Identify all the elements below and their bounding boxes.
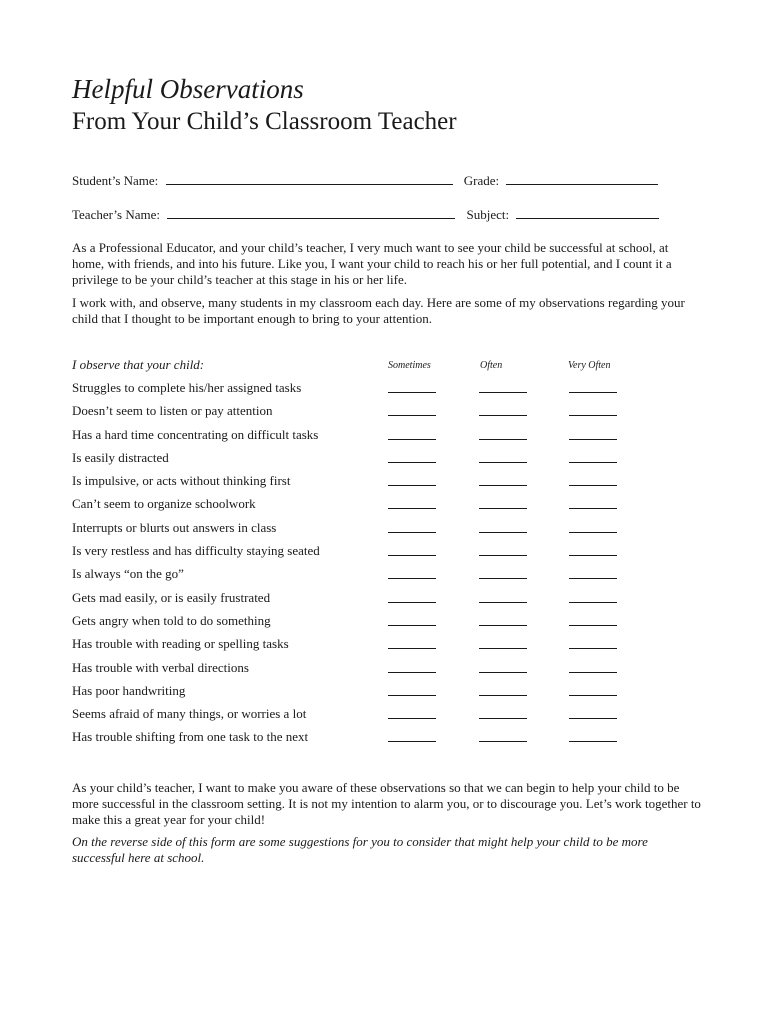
observation-table-header [72, 357, 712, 373]
often-blank[interactable] [479, 648, 527, 649]
very-often-blank[interactable] [569, 555, 617, 556]
document-subtitle: From Your Child’s Classroom Teacher [72, 108, 457, 135]
often-blank[interactable] [479, 508, 527, 509]
very-often-blank[interactable] [569, 602, 617, 603]
observation-row [72, 660, 712, 683]
sometimes-blank[interactable] [388, 439, 436, 440]
sometimes-blank[interactable] [388, 555, 436, 556]
very-often-blank[interactable] [569, 741, 617, 742]
very-often-blank[interactable] [569, 532, 617, 533]
sometimes-blank[interactable] [388, 415, 436, 416]
observation-row [72, 380, 712, 403]
often-blank[interactable] [479, 718, 527, 719]
observation-row [72, 427, 712, 450]
sometimes-blank[interactable] [388, 672, 436, 673]
observation-text: Gets mad easily, or is easily frustrated [72, 589, 271, 605]
observation-row [72, 473, 712, 496]
sometimes-blank[interactable] [388, 392, 436, 393]
teacher-name-field[interactable] [167, 206, 455, 219]
observation-row [72, 403, 712, 426]
observation-text: Has a hard time concentrating on difficult tasks [72, 426, 319, 442]
observation-row [72, 590, 712, 613]
observation-row [72, 636, 712, 659]
observation-row [72, 683, 712, 706]
sometimes-blank[interactable] [388, 741, 436, 742]
column-header-sometimes: Sometimes [388, 360, 431, 371]
very-often-blank[interactable] [569, 485, 617, 486]
observation-text: Has trouble with verbal directions [72, 659, 249, 675]
sometimes-blank[interactable] [388, 602, 436, 603]
very-often-blank[interactable] [569, 392, 617, 393]
observation-text: Gets angry when told to do something [72, 612, 271, 628]
column-header-very-often: Very Often [568, 360, 611, 371]
often-blank[interactable] [479, 695, 527, 696]
sometimes-blank[interactable] [388, 718, 436, 719]
observation-text: Is easily distracted [72, 449, 169, 465]
teacher-subject-row [72, 206, 659, 223]
observation-heading: I observe that your child: [72, 357, 205, 372]
observation-row [72, 450, 712, 473]
observation-text: Seems afraid of many things, or worries a lot [72, 706, 307, 722]
very-often-blank[interactable] [569, 648, 617, 649]
often-blank[interactable] [479, 439, 527, 440]
sometimes-blank[interactable] [388, 508, 436, 509]
observation-text: Is very restless and has difficulty staying seated [72, 543, 320, 559]
often-blank[interactable] [479, 741, 527, 742]
observation-text: Doesn’t seem to listen or pay attention [72, 403, 273, 419]
often-blank[interactable] [479, 532, 527, 533]
often-blank[interactable] [479, 485, 527, 486]
teacher-name-label: Teacher’s Name: [72, 207, 160, 222]
observation-intro-paragraph: I work with, and observe, many students in my classroom each day. Here are some of my observations regarding your child that I thought to be important enough to bring to your attention. [72, 295, 685, 326]
observation-row [72, 729, 712, 752]
closing-paragraph: As your child’s teacher, I want to make you aware of these observations so that we can begin to help your child to be more successful in the classroom setting. It is not my intention to alarm you, or to discourage you. Let’s work together to make this a great year for your child! [72, 780, 701, 827]
document-title: Helpful Observations [72, 74, 304, 104]
observation-text: Struggles to complete his/her assigned tasks [72, 380, 302, 395]
very-often-blank[interactable] [569, 578, 617, 579]
very-often-blank[interactable] [569, 462, 617, 463]
very-often-blank[interactable] [569, 508, 617, 509]
observation-row [72, 566, 712, 589]
sometimes-blank[interactable] [388, 532, 436, 533]
observation-row [72, 496, 712, 519]
sometimes-blank[interactable] [388, 485, 436, 486]
very-often-blank[interactable] [569, 695, 617, 696]
intro-paragraph: As a Professional Educator, and your child’s teacher, I very much want to see your child be successful at school, at home, with friends, and into his future. Like you, I want your child to reach his or her full potential, and I count it a privilege to be your child’s teacher at this stage in his or her life. [72, 240, 672, 287]
sometimes-blank[interactable] [388, 578, 436, 579]
often-blank[interactable] [479, 555, 527, 556]
subject-field[interactable] [516, 206, 659, 219]
observation-text: Has poor handwriting [72, 682, 186, 698]
student-name-label: Student’s Name: [72, 173, 159, 188]
student-grade-row [72, 172, 658, 189]
often-blank[interactable] [479, 462, 527, 463]
subject-label: Subject: [466, 207, 510, 222]
student-name-field[interactable] [166, 172, 453, 185]
often-blank[interactable] [479, 625, 527, 626]
very-often-blank[interactable] [569, 439, 617, 440]
observation-text: Is always “on the go” [72, 566, 184, 582]
observation-text: Can’t seem to organize schoolwork [72, 496, 256, 512]
grade-label: Grade: [463, 173, 500, 188]
very-often-blank[interactable] [569, 625, 617, 626]
often-blank[interactable] [479, 415, 527, 416]
observation-text: Is impulsive, or acts without thinking first [72, 473, 291, 489]
column-header-often: Often [480, 360, 503, 371]
observation-text: Has trouble with reading or spelling tasks [72, 636, 289, 652]
sometimes-blank[interactable] [388, 625, 436, 626]
sometimes-blank[interactable] [388, 462, 436, 463]
observation-list [72, 380, 712, 753]
observation-row [72, 613, 712, 636]
sometimes-blank[interactable] [388, 695, 436, 696]
observation-row [72, 520, 712, 543]
observation-text: Interrupts or blurts out answers in class [72, 519, 277, 535]
often-blank[interactable] [479, 392, 527, 393]
very-often-blank[interactable] [569, 718, 617, 719]
reverse-side-note: On the reverse side of this form are some suggestions for you to consider that might help your child to be more successful here at school. [72, 834, 648, 865]
observation-row [72, 543, 712, 566]
often-blank[interactable] [479, 672, 527, 673]
often-blank[interactable] [479, 578, 527, 579]
very-often-blank[interactable] [569, 672, 617, 673]
often-blank[interactable] [479, 602, 527, 603]
observation-row [72, 706, 712, 729]
grade-field[interactable] [506, 172, 658, 185]
sometimes-blank[interactable] [388, 648, 436, 649]
observation-text: Has trouble shifting from one task to the next [72, 729, 309, 745]
very-often-blank[interactable] [569, 415, 617, 416]
